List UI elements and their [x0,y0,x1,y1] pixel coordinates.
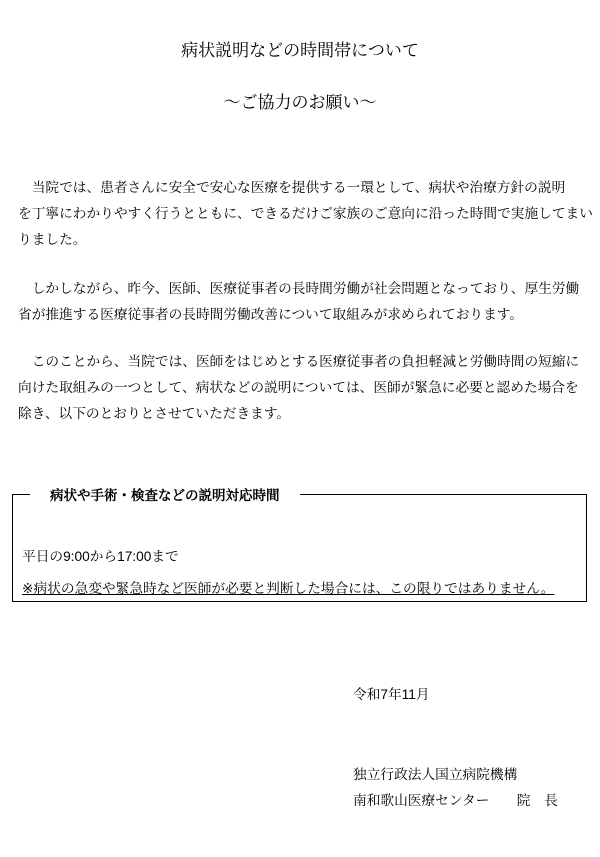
date: 令和7年11月 [353,687,430,702]
paragraph-line: を丁寧にわかりやすく行うとともに、できるだけご家族のご意向に沿った時間で実施してまい [18,206,593,221]
paragraph-line: りました。 [18,232,87,247]
signature-org: 独立行政法人国立病院機構 [353,767,518,782]
paragraph-line: 省が推進する医療従事者の長時間労働改善について取組みが求められております。 [18,307,524,322]
page-title: 病状説明などの時間帯について [181,41,419,60]
paragraph-line: 除き、以下のとおりとさせていただきます。 [18,406,291,421]
signature-center: 南和歌山医療センター 院 長 [353,793,558,808]
page-subtitle: ～ご協力のお願い～ [223,93,377,112]
hours-box-legend: 病状や手術・検査などの説明対応時間 [30,484,300,504]
paragraph-line: 向けた取組みの一つとして、病状などの説明については、医師が緊急に必要と認めた場合を [18,380,579,395]
hours-text: 平日の9:00から17:00まで [22,549,179,564]
hours-note: ※病状の急変や緊急時など医師が必要と判断した場合には、この限りではありません。 [22,581,555,596]
paragraph-line: 当院では、患者さんに安全で安心な医療を提供する一環として、病状や治療方針の説明 [18,180,566,195]
paragraph-line: しかしながら、昨今、医師、医療従事者の長時間労働が社会問題となっており、厚生労働 [18,281,580,296]
paragraph-line: このことから、当院では、医師をはじめとする医療従事者の負担軽減と労働時間の短縮に [18,354,580,369]
